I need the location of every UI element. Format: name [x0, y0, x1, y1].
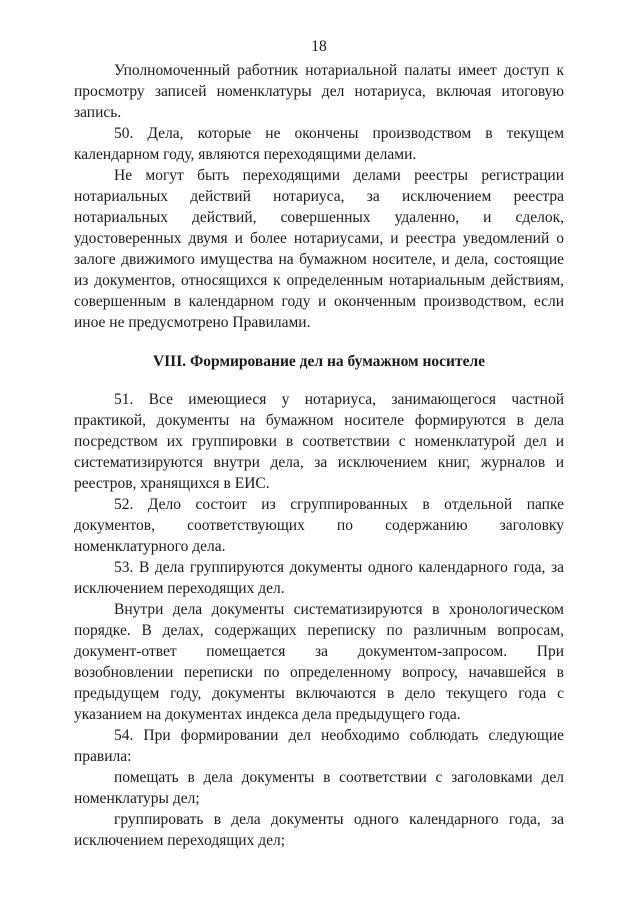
- paragraph: Внутри дела документы систематизируются в хронологическом порядке. В делах, содержащих переписку по различным вопросам, документ-ответ помещается за документом-запросом. При возобновлении переписки по определенному вопросу, начавшейся в предыдущем году, документы включаются в дело текущего года с указанием на документах индекса дела предыдущего года.: [74, 601, 564, 723]
- paragraph: 50. Дела, которые не окончены производством в текущем календарном году, являются переходящими делами.: [74, 125, 564, 163]
- paragraph: 54. При формировании дел необходимо соблюдать следующие правила:: [74, 727, 564, 765]
- paragraph: 53. В дела группируются документы одного календарного года, за исключением переходящих дел.: [74, 559, 564, 597]
- document-page: [74, 0, 564, 905]
- page-number: 18: [311, 38, 327, 55]
- paragraph: Уполномоченный работник нотариальной палаты имеет доступ к просмотру записей номенклатуры дел нотариуса, включая итоговую запись.: [74, 62, 564, 121]
- paragraph: 52. Дело состоит из сгруппированных в отдельной папке документов, соответствующих по содержанию заголовку номенклатурного дела.: [74, 496, 564, 555]
- paragraph: 51. Все имеющиеся у нотариуса, занимающегося частной практикой, документы на бумажном носителе формируются в дела посредством их группировки в соответствии с номенклатурой дел и систематизируются внутри дела, за исключением книг, журналов и реестров, хранящихся в ЕИС.: [74, 391, 564, 492]
- section-heading: VIII. Формирование дел на бумажном носителе: [152, 353, 486, 370]
- paragraph: помещать в дела документы в соответствии с заголовками дел номенклатуры дел;: [74, 769, 564, 807]
- document-body: [74, 60, 564, 851]
- paragraph: Не могут быть переходящими делами реестры регистрации нотариальных действий нотариуса, за исключением реестра нотариальных действий, совершенных удаленно, и сделок, удостоверенных двумя и более нотариусами, и реестра уведомлений о залоге движимого имущества на бумажном носителе, и дела, состоящие из документов, относящихся к определенным нотариальным действиям, совершенным в календарном году и оконченным производством, если иное не предусмотрено Правилами.: [74, 167, 564, 331]
- paragraph: группировать в дела документы одного календарного года, за исключением переходящих дел;: [74, 811, 564, 849]
